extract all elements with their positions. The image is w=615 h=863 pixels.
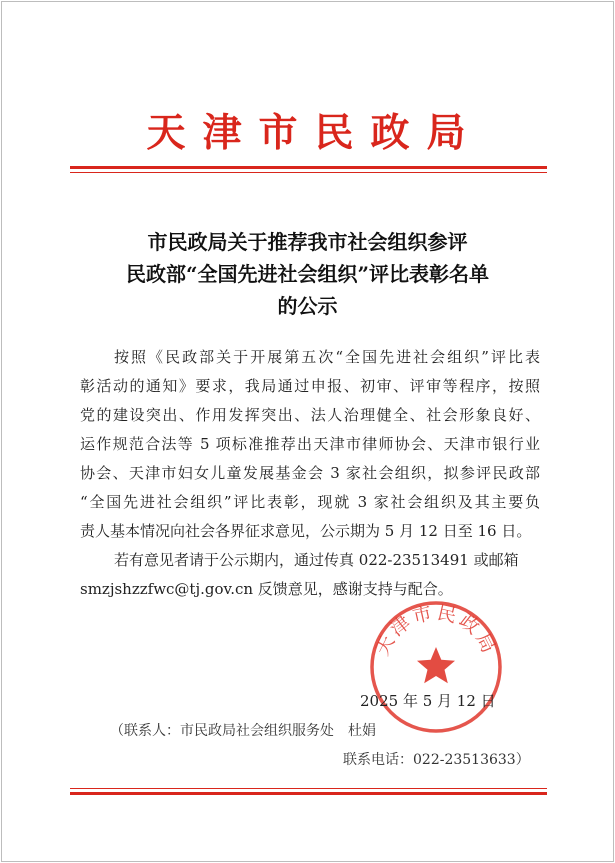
paragraph-1-line: 责人基本情况向社会各界征求意见，公示期为 5 月 12 日至 16 日。: [80, 522, 532, 540]
footer-thick-rule: [70, 792, 547, 795]
official-seal: [366, 597, 506, 737]
contact-phone: 联系电话：022-23513633）: [343, 752, 530, 768]
title-line-2: 民政部“全国先进社会组织”评比表彰名单: [125, 262, 489, 286]
paragraph-1-line: 党的建设突出、作用发挥突出、法人治理健全、社会形象良好、: [80, 406, 540, 424]
issue-date: 2025 年 5 月 12 日: [360, 692, 496, 710]
paragraph-1-line: 按照《民政部关于开展第五次“全国先进社会组织”评比表: [114, 348, 540, 366]
seal-star-icon: [417, 647, 455, 683]
footer-thin-rule: [70, 788, 547, 789]
header-thin-rule: [70, 172, 547, 173]
paragraph-1-line: 协会、天津市妇女儿童发展基金会 3 家社会组织，拟参评民政部: [80, 464, 540, 482]
title-line-3: 的公示: [277, 294, 338, 318]
issuing-organization-header: 天津市民政局: [146, 110, 483, 156]
notice-body: [80, 343, 540, 604]
paragraph-1-line: 运作规范合法等 5 项标准推荐出天津市律师协会、天津市银行业: [80, 435, 540, 453]
document-title: [60, 226, 555, 322]
title-line-1: 市民政局关于推荐我市社会组织参评: [147, 230, 468, 254]
header-thick-rule: [70, 166, 547, 169]
paragraph-2-line: smzjshzzfwc@tj.gov.cn 反馈意见，感谢支持与配合。: [80, 580, 453, 598]
paragraph-2-line: 若有意见者请于公示期内，通过传真 022-23513491 或邮箱: [114, 551, 519, 569]
contact-person: （联系人：市民政局社会组织服务处 杜娟: [110, 723, 376, 739]
paragraph-1-line: “全国先进社会组织”评比表彰，现就 3 家社会组织及其主要负: [80, 493, 540, 511]
seal-arc-text: 天津市民政局: [371, 601, 501, 659]
paragraph-1-line: 彰活动的通知》要求，我局通过申报、初审、评审等程序，按照: [80, 377, 540, 395]
